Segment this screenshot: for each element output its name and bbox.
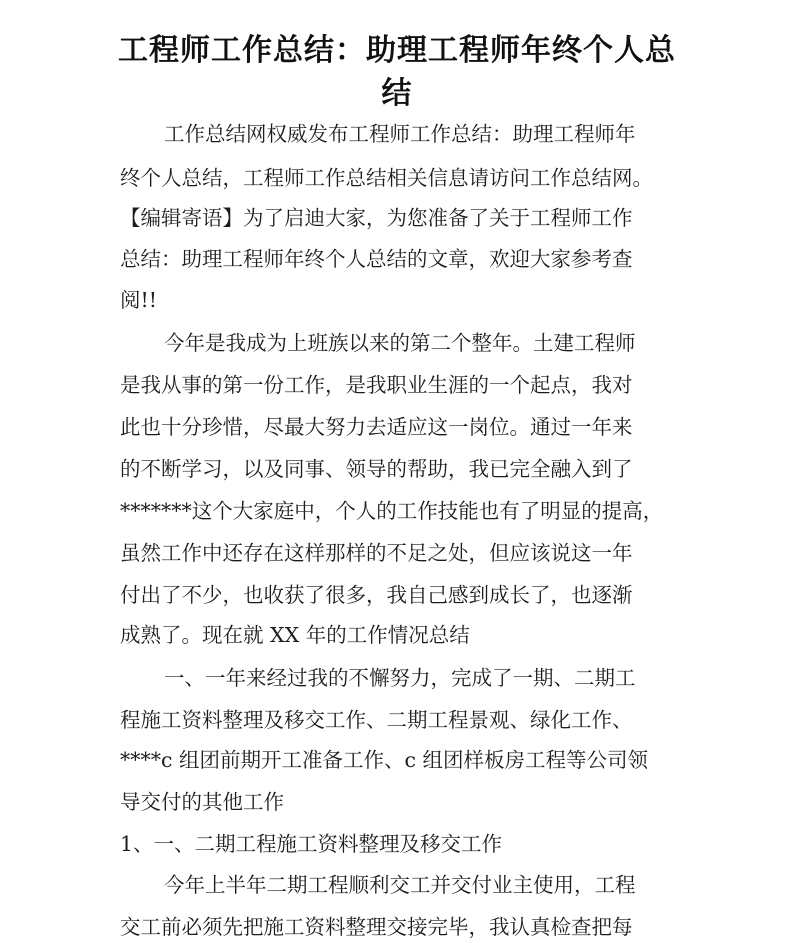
paragraph-3-line-3: ****c 组团前期开工准备工作、c 组团样板房工程等公司领 xyxy=(120,748,648,772)
paragraph-4-line-2: 交工前必须先把施工资料整理交接完毕，我认真检查把每 xyxy=(120,915,633,939)
paragraph-1-line-2: 终个人总结，工程师工作总结相关信息请访问工作总结网。 xyxy=(120,166,653,190)
paragraph-1-line-4: 总结：助理工程师年终个人总结的文章，欢迎大家参考查 xyxy=(120,247,633,271)
paragraph-2-line-4: 的不断学习，以及同事、领导的帮助，我已完全融入到了 xyxy=(120,457,633,481)
paragraph-3-line-4: 导交付的其他工作 xyxy=(120,790,284,814)
document-title-line-2: 结 xyxy=(381,76,413,111)
paragraph-4-line-1: 今年上半年二期工程顺利交工并交付业主使用，工程 xyxy=(164,873,636,897)
paragraph-2-line-1: 今年是我成为上班族以来的第二个整年。土建工程师 xyxy=(164,331,636,355)
paragraph-1-line-3: 【编辑寄语】为了启迪大家，为您准备了关于工程师工作 xyxy=(120,206,633,230)
paragraph-1-line-5: 阅!! xyxy=(120,288,157,312)
paragraph-2-line-7: 付出了不少，也收获了很多，我自己感到成长了，也逐渐 xyxy=(120,583,633,607)
paragraph-2-line-6: 虽然工作中还存在这样那样的不足之处，但应该说这一年 xyxy=(120,541,633,565)
document-title-line-1: 工程师工作总结：助理工程师年终个人总 xyxy=(118,33,676,68)
paragraph-3-line-2: 程施工资料整理及移交工作、二期工程景观、绿化工作、 xyxy=(120,708,633,732)
section-heading: 1、一、二期工程施工资料整理及移交工作 xyxy=(120,832,503,856)
paragraph-2-line-3: 此也十分珍惜，尽最大努力去适应这一岗位。通过一年来 xyxy=(120,415,633,439)
paragraph-1-line-1: 工作总结网权威发布工程师工作总结：助理工程师年 xyxy=(164,122,636,146)
paragraph-2-line-2: 是我从事的第一份工作，是我职业生涯的一个起点，我对 xyxy=(120,373,633,397)
paragraph-2-line-5: *******这个大家庭中，个人的工作技能也有了明显的提高， xyxy=(120,499,664,523)
paragraph-3-line-1: 一、一年来经过我的不懈努力，完成了一期、二期工 xyxy=(164,666,636,690)
paragraph-2-line-8: 成熟了。现在就 XX 年的工作情况总结 xyxy=(120,623,470,647)
